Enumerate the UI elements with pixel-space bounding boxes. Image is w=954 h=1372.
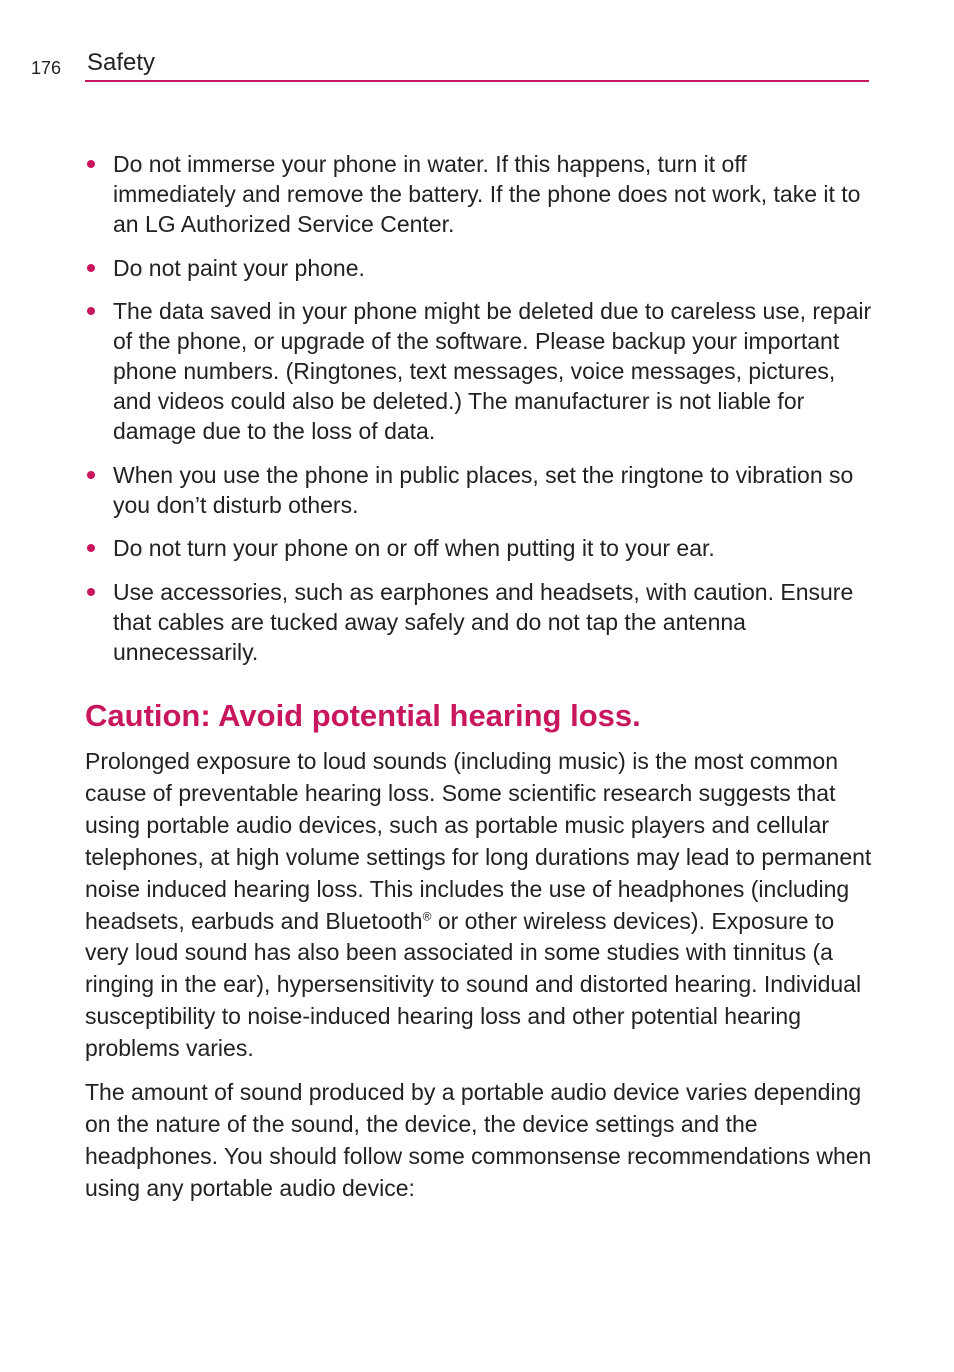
hearing-loss-paragraph — [85, 746, 875, 1065]
sound-level-paragraph: The amount of sound produced by a portable audio device varies depending on the nature of the sound, the device, the device settings and the headphones. You should follow some commonsense recommendations when using any portable audio device: — [85, 1079, 872, 1201]
bullet-text: Do not immerse your phone in water. If this happens, turn it off immediately and remove the battery. If the phone does not work, take it to an LG Authorized Service Center. — [113, 151, 861, 237]
bullet-item — [85, 296, 875, 446]
bullet-item — [85, 577, 875, 667]
bullet-dot-icon — [87, 160, 95, 168]
paragraph-text: or other wireless devices). Exposure to very loud sound has also been associated in some studies with tinnitus (a ringing in the ear), hypersensitivity to sound and distorted hearing. Individual susceptibility to noise-induced hearing loss and other potential hearing problems varies. — [85, 907, 862, 1062]
caution-heading: Caution: Avoid potential hearing loss. — [85, 698, 641, 733]
bullet-item — [85, 253, 875, 283]
paragraph-text: Prolonged exposure to loud sounds (including music) is the most common cause of preventable hearing loss. Some scientific research suggests that using portable audio devices, such as portable music players and cellular telephones, at high volume settings for long durations may lead to permanent noise induced hearing loss. This includes the use of headphones (including headsets, earbuds and Bluetooth — [85, 748, 872, 934]
registered-mark: ® — [422, 908, 432, 923]
bullet-item — [85, 533, 875, 563]
bullet-dot-icon — [87, 264, 95, 272]
bullet-dot-icon — [87, 471, 95, 479]
bullet-text: The data saved in your phone might be deleted due to careless use, repair of the phone, or upgrade of the software. Please backup your important phone numbers. (Ringtones, text messages, voice messages, pictures, and videos could also be deleted.) The manufacturer is not liable for damage due to the loss of data. — [113, 298, 872, 444]
page-header — [0, 0, 954, 90]
bullet-dot-icon — [87, 544, 95, 552]
safety-bullet-list — [85, 149, 875, 680]
bullet-item — [85, 460, 875, 520]
bullet-text: When you use the phone in public places, set the ringtone to vibration so you don’t disturb others. — [113, 461, 854, 518]
bullet-text: Do not turn your phone on or off when putting it to your ear. — [113, 535, 715, 561]
page-number: 176 — [31, 58, 62, 78]
bullet-dot-icon — [87, 307, 95, 315]
bullet-dot-icon — [87, 588, 95, 596]
bullet-item — [85, 149, 875, 239]
header-divider — [85, 80, 869, 82]
bullet-text: Do not paint your phone. — [113, 254, 365, 281]
section-title: Safety — [87, 49, 156, 76]
bullet-text: Use accessories, such as earphones and headsets, with caution. Ensure that cables are tucked away safely and do not tap the antenna unnecessarily. — [113, 578, 854, 665]
